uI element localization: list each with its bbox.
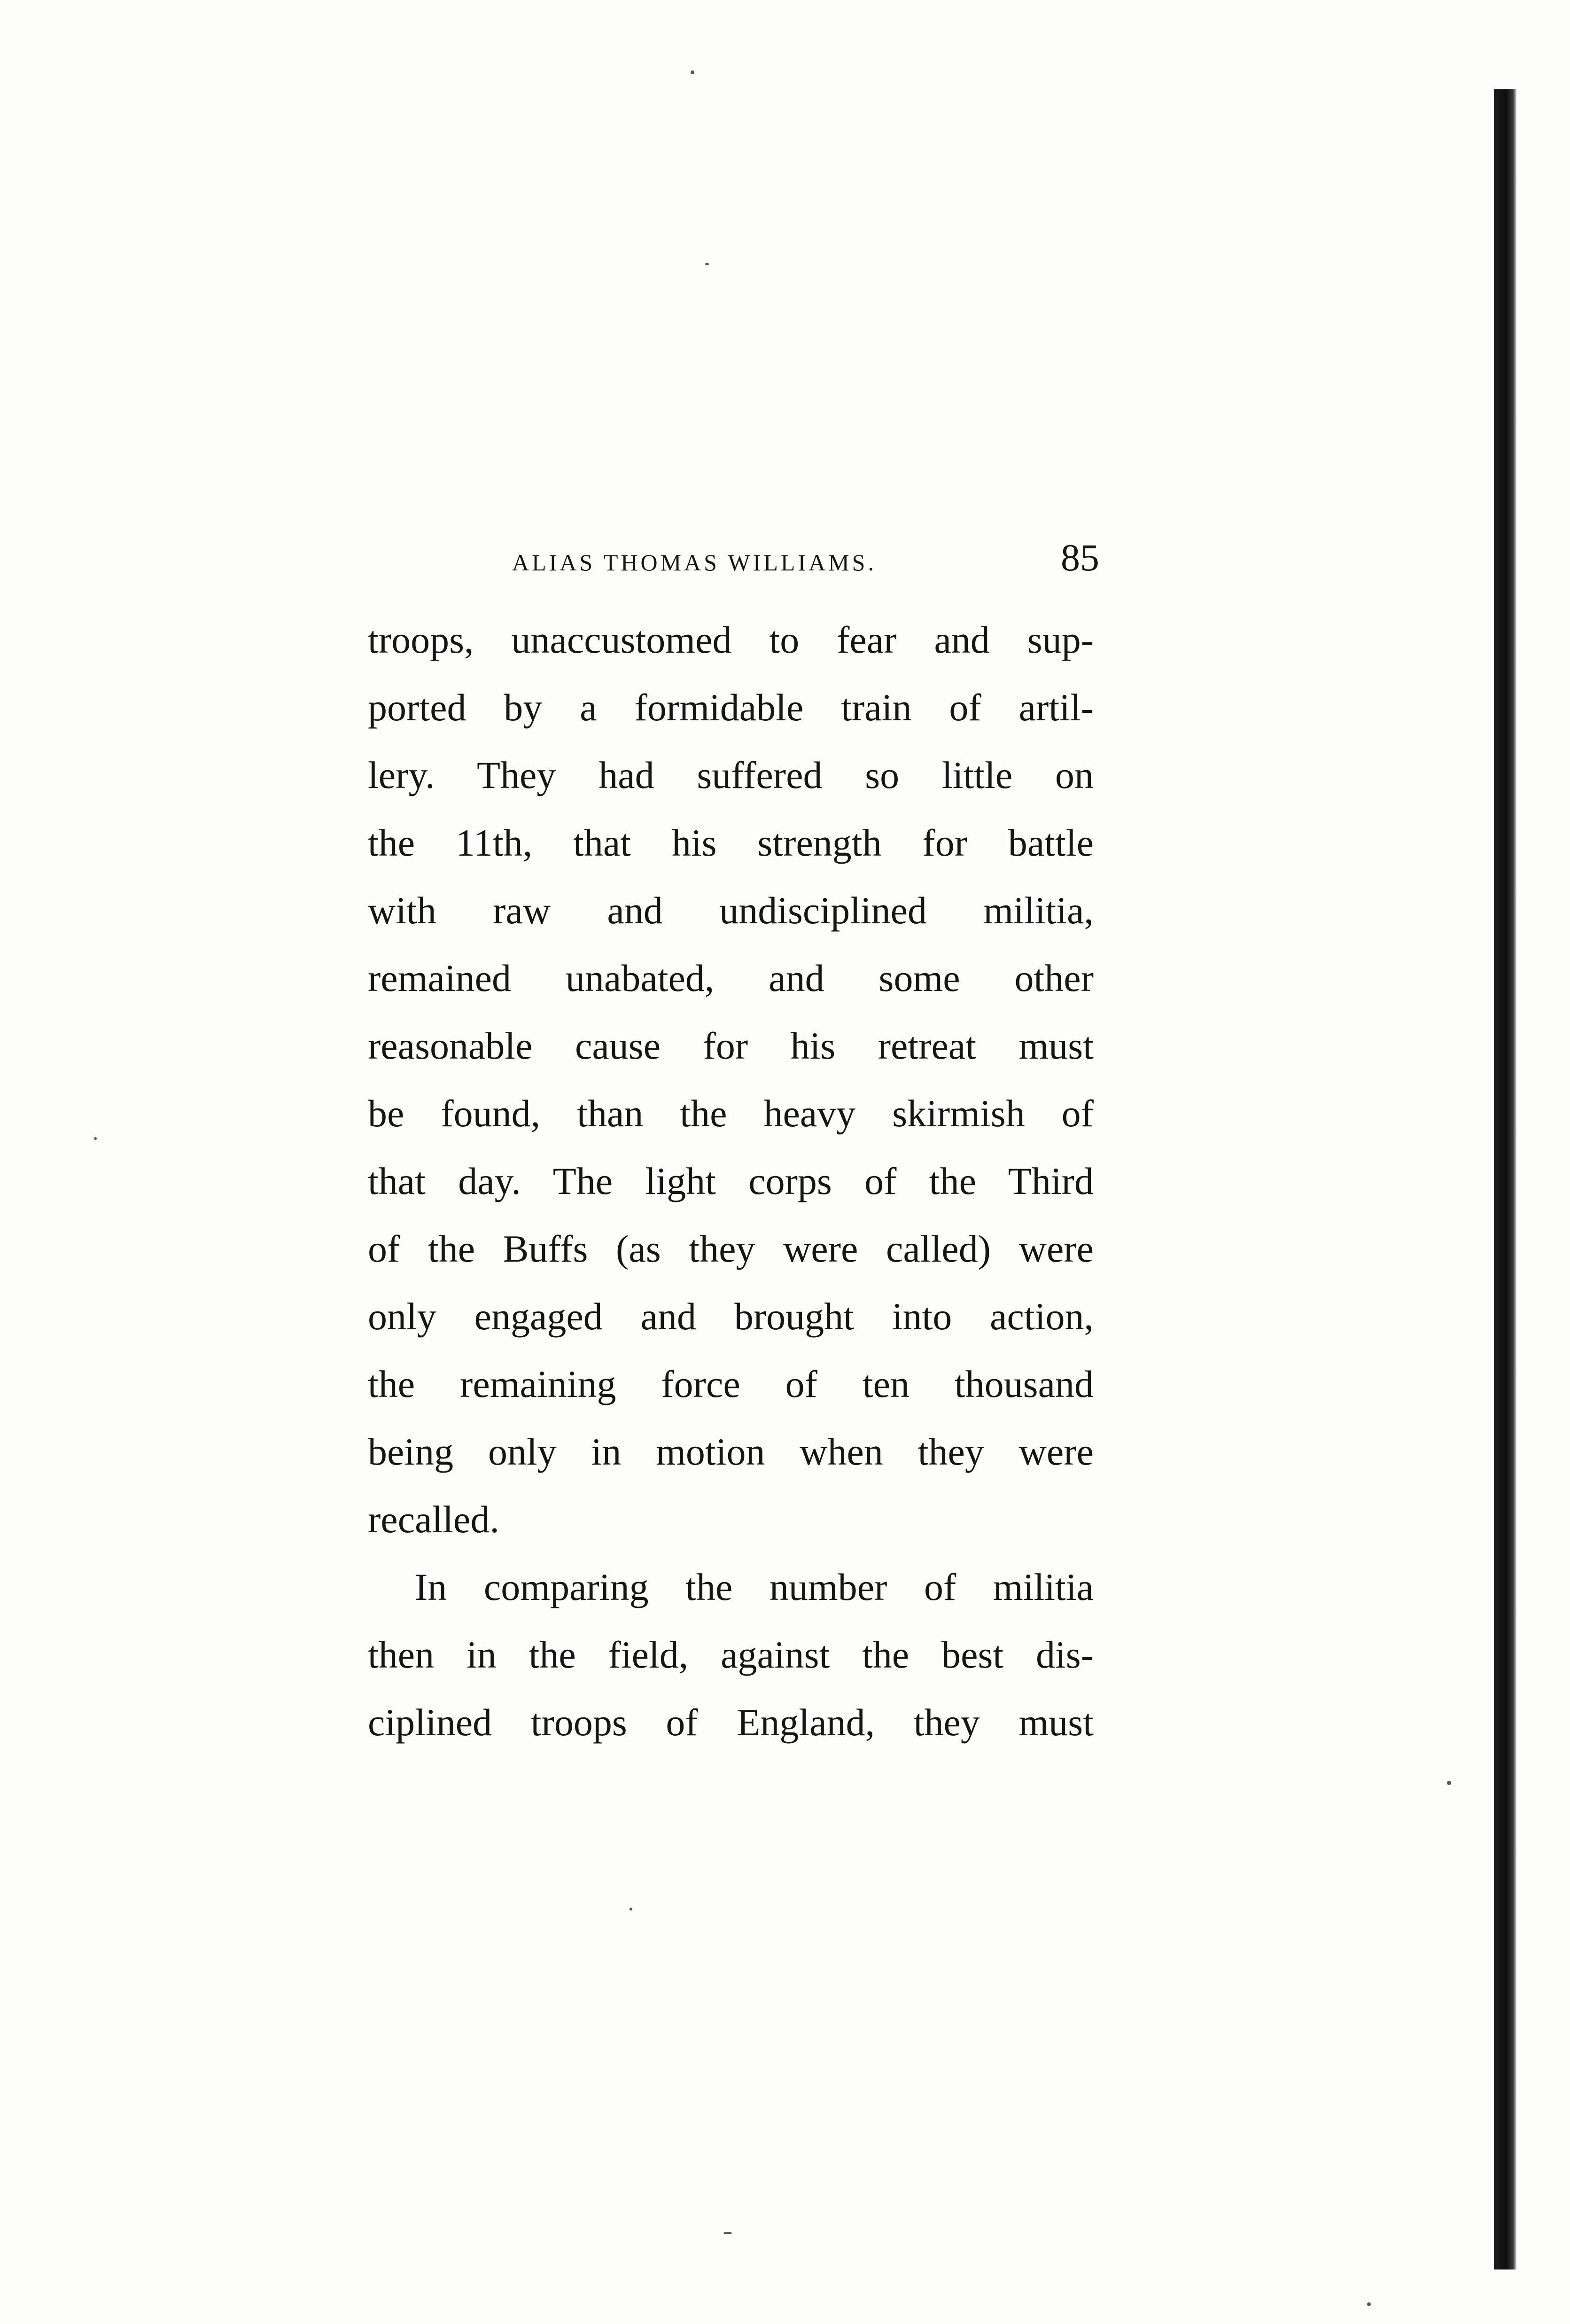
running-head bbox=[512, 536, 1099, 587]
text-line: remained unabated, and some other bbox=[368, 957, 1094, 999]
scan-speck bbox=[630, 1908, 632, 1911]
scan-speck bbox=[705, 263, 709, 265]
text-line: of the Buffs (as they were called) were bbox=[368, 1227, 1094, 1270]
text-line: be found, than the heavy skirmish of bbox=[368, 1092, 1094, 1135]
binding-shadow bbox=[1494, 89, 1516, 2269]
text-line: recalled. bbox=[368, 1498, 499, 1541]
text-line: then in the field, against the best dis- bbox=[368, 1633, 1094, 1676]
scan-speck bbox=[691, 70, 694, 74]
text-line: that day. The light corps of the Third bbox=[368, 1160, 1094, 1202]
text-line: ciplined troops of England, they must bbox=[368, 1701, 1094, 1744]
scan-speck bbox=[1447, 1781, 1451, 1785]
text-line: ported by a formidable train of artil- bbox=[368, 686, 1094, 729]
scan-speck bbox=[94, 1137, 97, 1140]
text-line: reasonable cause for his retreat must bbox=[368, 1024, 1094, 1067]
scan-speck bbox=[1367, 2302, 1371, 2306]
text-line: lery. They had suffered so little on bbox=[368, 754, 1094, 796]
text-line: with raw and undisciplined militia, bbox=[368, 889, 1094, 932]
running-title: ALIAS THOMAS WILLIAMS. bbox=[512, 549, 877, 576]
text-line: troops, unaccustomed to fear and sup- bbox=[368, 618, 1094, 661]
text-line: being only in motion when they were bbox=[368, 1430, 1094, 1473]
text-line: the 11th, that his strength for battle bbox=[368, 821, 1094, 864]
text-line: only engaged and brought into action, bbox=[368, 1295, 1094, 1338]
text-line: In comparing the number of militia bbox=[415, 1566, 1094, 1608]
text-line: the remaining force of ten thousand bbox=[368, 1363, 1094, 1405]
page-number: 85 bbox=[1061, 536, 1099, 579]
body-text bbox=[368, 606, 1094, 1756]
scan-speck bbox=[723, 2232, 732, 2234]
